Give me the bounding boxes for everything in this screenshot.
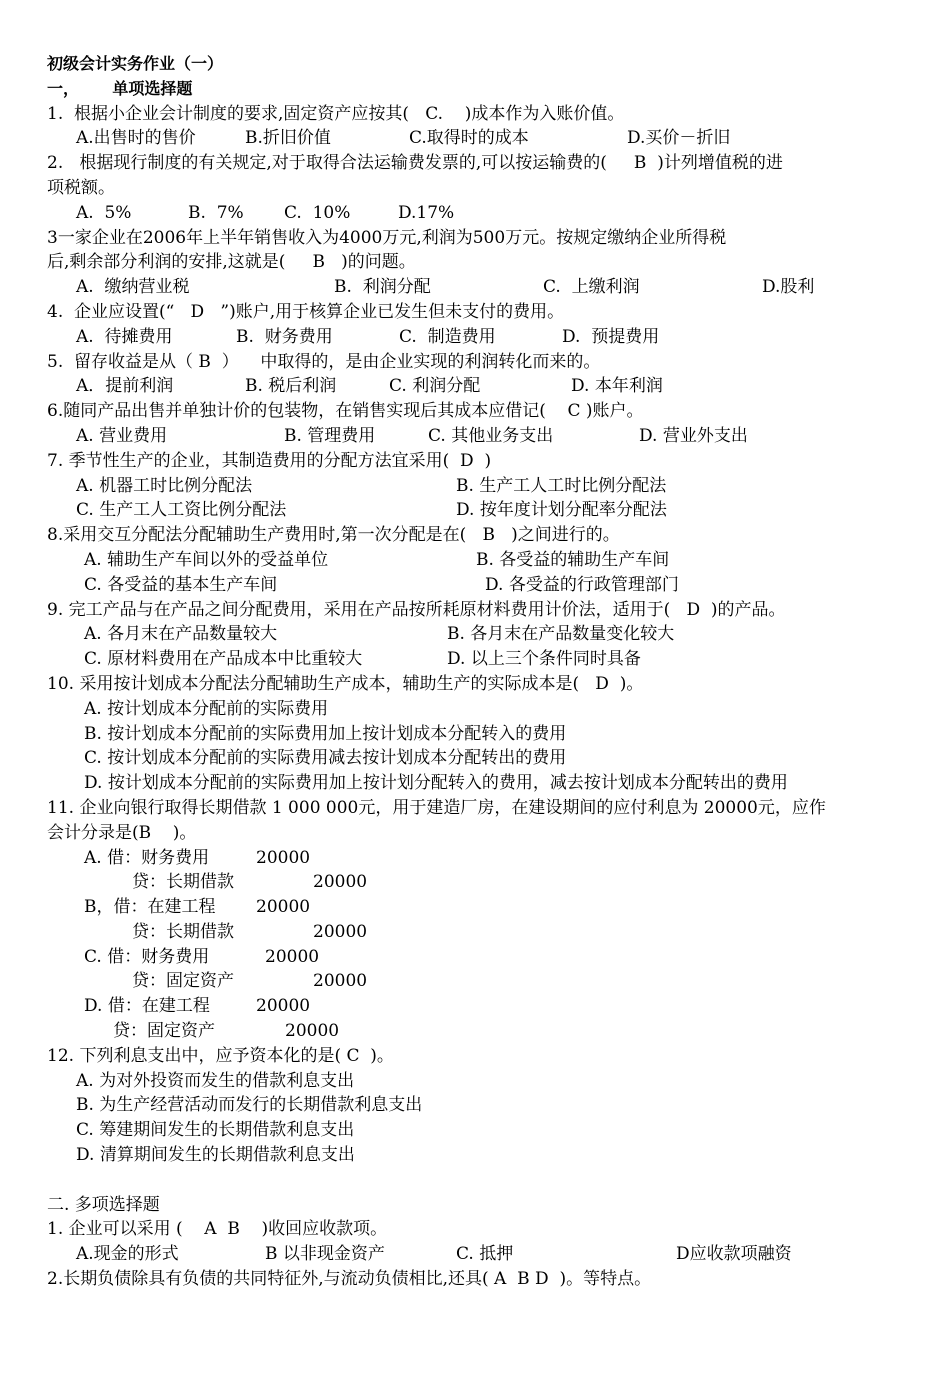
section-heading-multi-choice: 二. 多项选择题 (47, 1194, 160, 1215)
option-d: D. 营业外支出 (639, 425, 748, 446)
options-row (0, 548, 950, 573)
option-a: A. 待摊费用 (76, 326, 173, 347)
option-d: D. 各受益的行政管理部门 (485, 574, 679, 595)
credit-account: 贷：固定资产 (132, 971, 234, 992)
options-row (0, 275, 950, 300)
question-12: 12. 下列利息支出中，应予资本化的是( C )。 (47, 1045, 394, 1066)
journal-entry-debit (0, 846, 950, 871)
question-2: 2. 根据现行制度的有关规定,对于取得合法运输费发票的,可以按运输费的( B )计列增值税的进 (47, 153, 783, 174)
question-6: 6.随同产品出售并单独计价的包装物，在销售实现后其成本应借记( C )账户。 (47, 401, 644, 422)
question-8: 8.采用交互分配法分配辅助生产费用时,第一次分配是在( B )之间进行的。 (47, 525, 620, 546)
question-4: 4. 企业应设置(“ D ”)账户,用于核算企业已发生但未支付的费用。 (47, 301, 565, 322)
debit-amount: 20000 (265, 946, 320, 967)
option-b: B. 财务费用 (236, 326, 333, 347)
journal-entry-credit (0, 920, 950, 945)
option-c: C. 筹建期间发生的长期借款利息支出 (76, 1120, 355, 1141)
options-row (0, 1242, 950, 1267)
question-3-cont: 后,剩余部分利润的安排,这就是( B )的问题。 (47, 252, 416, 273)
journal-entry-credit (0, 969, 950, 994)
option-a: A. 辅助生产车间以外的受益单位 (84, 549, 329, 570)
option-d: D. 本年利润 (571, 376, 663, 397)
option-c: C. 其他业务支出 (428, 425, 554, 446)
credit-account: 贷：长期借款 (132, 872, 234, 893)
option-d: D.买价－折旧 (627, 128, 731, 149)
option-c: C. 各受益的基本生产车间 (84, 574, 278, 595)
option-a: A.出售时的售价 (76, 128, 196, 149)
question-11: 11. 企业向银行取得长期借款 1 000 000元，用于建造厂房，在建设期间的应付利息为 20000元，应作 (47, 797, 826, 818)
option-a: A．提前利润 (76, 376, 174, 397)
credit-amount: 20000 (285, 1021, 340, 1042)
debit-amount: 20000 (256, 897, 311, 918)
credit-account: 贷：长期借款 (132, 921, 234, 942)
debit-amount: 20000 (256, 996, 311, 1017)
option-b: B. 税后利润 (245, 376, 337, 397)
question-2-cont: 项税额。 (47, 177, 115, 198)
option-c: C. 10% (284, 202, 351, 223)
credit-amount: 20000 (313, 921, 368, 942)
option-b: B.折旧价值 (245, 128, 331, 149)
option-a: A. 按计划成本分配前的实际费用 (84, 698, 329, 719)
credit-amount: 20000 (313, 971, 368, 992)
option-c: C. 利润分配 (389, 376, 481, 397)
options-row (0, 647, 950, 672)
options-row (0, 573, 950, 598)
question-10: 10. 采用按计划成本分配法分配辅助生产成本，辅助生产的实际成本是( D )。 (47, 673, 644, 694)
option-b: B. 各受益的辅助生产车间 (476, 549, 670, 570)
option-d: D. 按计划成本分配前的实际费用加上按计划分配转入的费用，减去按计划成本分配转出的费用 (84, 773, 788, 794)
options-row (0, 374, 950, 399)
option-b: B. 利润分配 (334, 277, 431, 298)
journal-entry-debit (0, 895, 950, 920)
option-a: A. 营业费用 (76, 425, 168, 446)
option-b: B. 各月末在产品数量变化较大 (447, 624, 675, 645)
options-row (0, 622, 950, 647)
journal-entry-debit (0, 994, 950, 1019)
option-d: D. 清算期间发生的长期借款利息支出 (76, 1145, 355, 1166)
debit-account: D. 借：在建工程 (84, 996, 210, 1017)
multi-question-1: 1. 企业可以采用 ( A B )收回应收款项。 (47, 1219, 388, 1240)
options-row (0, 424, 950, 449)
question-9: 9. 完工产品与在产品之间分配费用，采用在产品按所耗原材料费用计价法，适用于( D )的产品。 (47, 599, 786, 620)
question-7: 7. 季节性生产的企业，其制造费用的分配方法宜采用( D ) (47, 450, 492, 471)
option-a: A. 机器工时比例分配法 (76, 475, 253, 496)
option-a: A. 缴纳营业税 (76, 277, 190, 298)
option-b: B. 为生产经营活动而发行的长期借款利息支出 (76, 1095, 423, 1116)
document-page (0, 52, 950, 1292)
question-5: 5. 留存收益是从（ B ） 中取得的，是由企业实现的利润转化而来的。 (47, 351, 601, 372)
option-d: D. 按年度计划分配率分配法 (456, 500, 667, 521)
option-b: B. 按计划成本分配前的实际费用加上按计划成本分配转入的费用 (84, 723, 567, 744)
option-c: C. 生产工人工资比例分配法 (76, 500, 287, 521)
option-d: D应收款项融资 (676, 1244, 792, 1265)
debit-account: B，借：在建工程 (84, 897, 216, 918)
option-c: C. 上缴利润 (543, 277, 640, 298)
option-b: B. 生产工人工时比例分配法 (456, 475, 667, 496)
option-d: D. 以上三个条件同时具备 (447, 649, 641, 670)
question-1: 1. 根据小企业会计制度的要求,固定资产应按其( C. )成本作为入账价值。 (47, 103, 625, 124)
options-row (0, 498, 950, 523)
option-d: D. 预提费用 (562, 326, 660, 347)
options-row (0, 201, 950, 226)
option-a: A. 5% (76, 202, 132, 223)
multi-question-2: 2.长期负债除具有负债的共同特征外,与流动负债相比,还具( A B D )。等特点。 (47, 1269, 652, 1290)
option-d: D.股利 (762, 277, 815, 298)
journal-entry-credit (0, 870, 950, 895)
option-b: B 以非现金资产 (265, 1244, 385, 1265)
option-c: C.取得时的成本 (409, 128, 529, 149)
question-3: 3一家企业在2006年上半年销售收入为4000万元,利润为500万元。按规定缴纳企业所得税 (47, 227, 727, 248)
journal-entry-credit (0, 1019, 950, 1044)
option-c: C. 抵押 (456, 1244, 514, 1265)
options-row (0, 474, 950, 499)
credit-amount: 20000 (313, 872, 368, 893)
spacer (0, 1168, 950, 1193)
option-b: B. 管理费用 (284, 425, 376, 446)
debit-account: C. 借：财务费用 (84, 946, 210, 967)
option-b: B. 7% (188, 202, 244, 223)
option-c: C. 按计划成本分配前的实际费用减去按计划成本分配转出的费用 (84, 748, 567, 769)
option-a: A. 各月末在产品数量较大 (84, 624, 278, 645)
debit-account: A. 借：财务费用 (84, 847, 210, 868)
question-11-cont: 会计分录是(B )。 (47, 822, 197, 843)
options-row (0, 325, 950, 350)
options-row (0, 126, 950, 151)
journal-entry-debit (0, 945, 950, 970)
debit-amount: 20000 (256, 847, 311, 868)
option-a: A.现金的形式 (76, 1244, 179, 1265)
option-c: C. 原材料费用在产品成本中比重较大 (84, 649, 363, 670)
option-c: C. 制造费用 (399, 326, 496, 347)
option-a: A. 为对外投资而发生的借款利息支出 (76, 1070, 355, 1091)
credit-account: 贷：固定资产 (113, 1021, 215, 1042)
option-d: D.17% (398, 202, 455, 223)
section-heading-single-choice: 一， 单项选择题 (47, 78, 193, 98)
document-title: 初级会计实务作业（一） (47, 54, 224, 73)
